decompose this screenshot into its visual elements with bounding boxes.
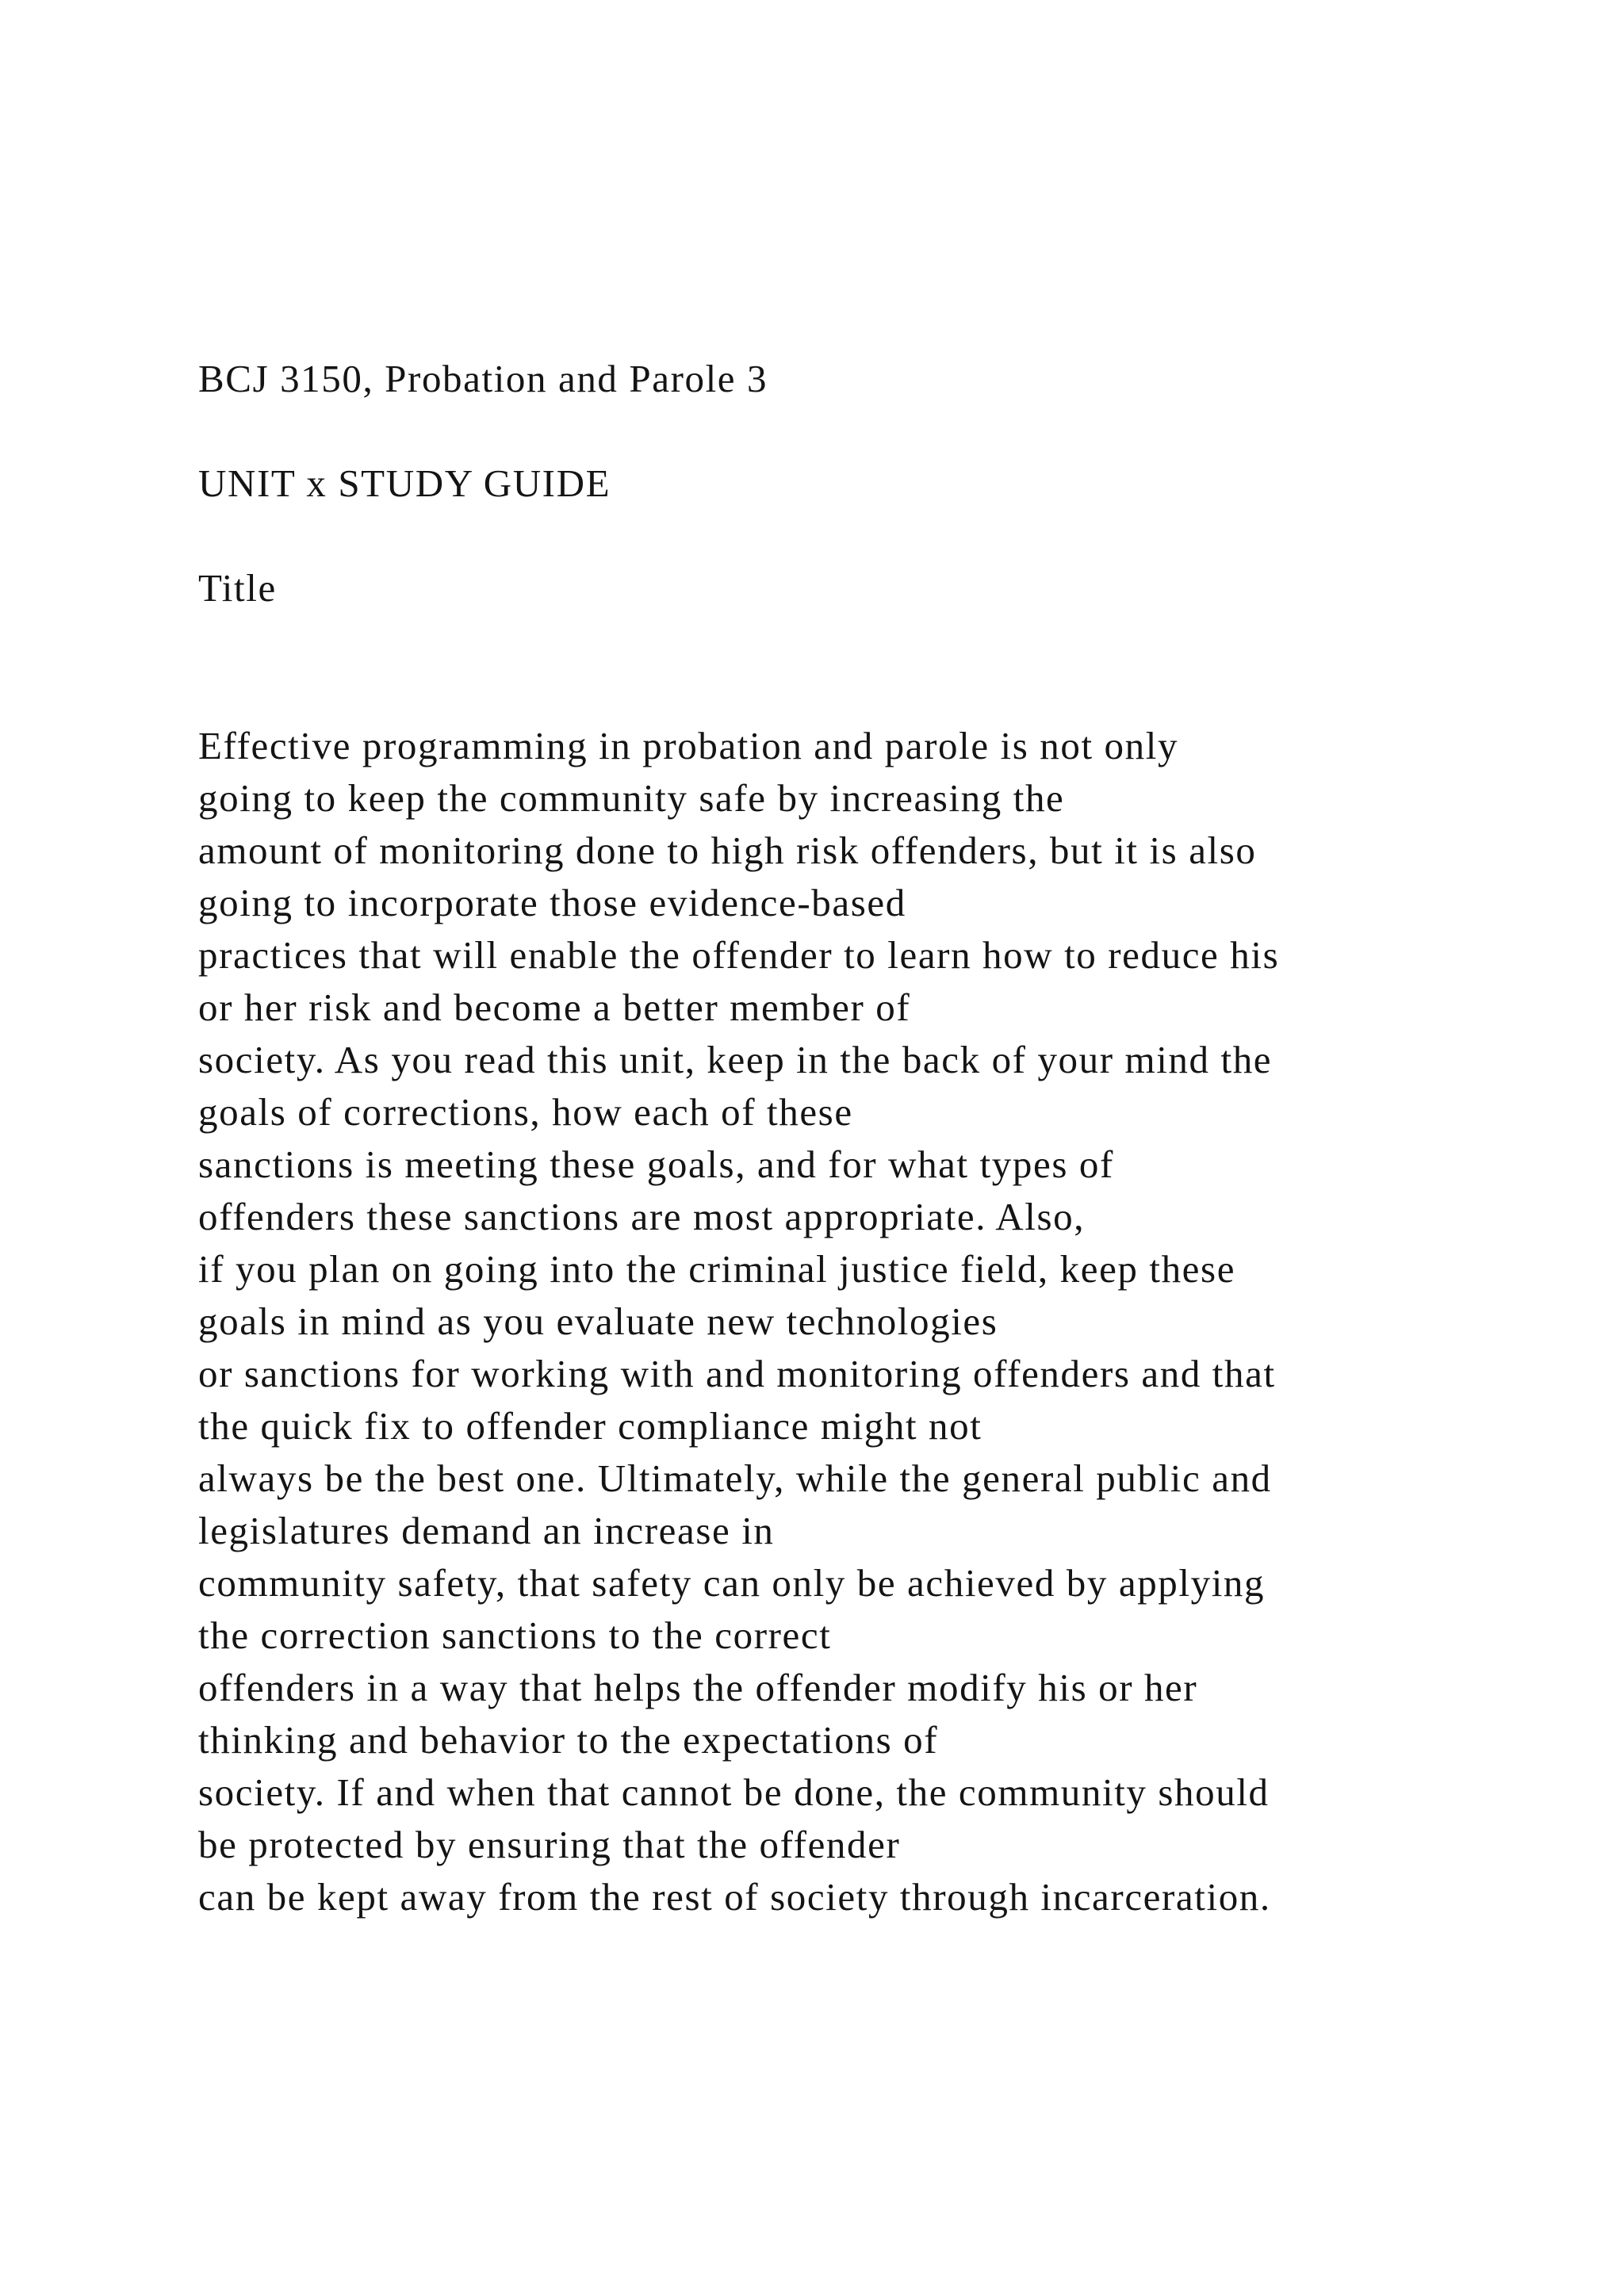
body-line: goals of corrections, how each of these: [198, 1090, 853, 1134]
body-line: always be the best one. Ultimately, while the general public and: [198, 1456, 1272, 1500]
body-line: the quick fix to offender compliance might not: [198, 1404, 982, 1448]
body-line: be protected by ensuring that the offender: [198, 1823, 901, 1866]
body-line: practices that will enable the offender to learn how to reduce his: [198, 933, 1280, 977]
body-line: going to keep the community safe by increasing the: [198, 776, 1065, 820]
unit-heading: UNIT x STUDY GUIDE: [198, 461, 611, 505]
body-line: if you plan on going into the criminal justice field, keep these: [198, 1247, 1236, 1291]
body-line: amount of monitoring done to high risk offenders, but it is also: [198, 828, 1257, 872]
body-line: sanctions is meeting these goals, and for what types of: [198, 1142, 1114, 1186]
body-line: goals in mind as you evaluate new technologies: [198, 1299, 998, 1343]
body-line: offenders these sanctions are most appropriate. Also,: [198, 1195, 1086, 1238]
body-line: or her risk and become a better member of: [198, 985, 911, 1029]
body-line: society. As you read this unit, keep in the back of your mind the: [198, 1038, 1273, 1081]
body-line: offenders in a way that helps the offender modify his or her: [198, 1666, 1198, 1709]
body-line: legislatures demand an increase in: [198, 1509, 775, 1552]
body-line: thinking and behavior to the expectations of: [198, 1718, 939, 1762]
body-line: Effective programming in probation and parole is not only: [198, 724, 1179, 767]
body-line: or sanctions for working with and monitoring offenders and that: [198, 1352, 1276, 1395]
body-line: going to incorporate those evidence-based: [198, 881, 906, 924]
document-title: Title: [198, 566, 277, 610]
body-line: the correction sanctions to the correct: [198, 1613, 832, 1657]
course-heading: BCJ 3150, Probation and Parole 3: [198, 357, 768, 400]
body-line: society. If and when that cannot be done, the community should: [198, 1770, 1270, 1814]
body-line: community safety, that safety can only be achieved by applying: [198, 1561, 1266, 1605]
body-line: can be kept away from the rest of society through incarceration.: [198, 1875, 1271, 1919]
